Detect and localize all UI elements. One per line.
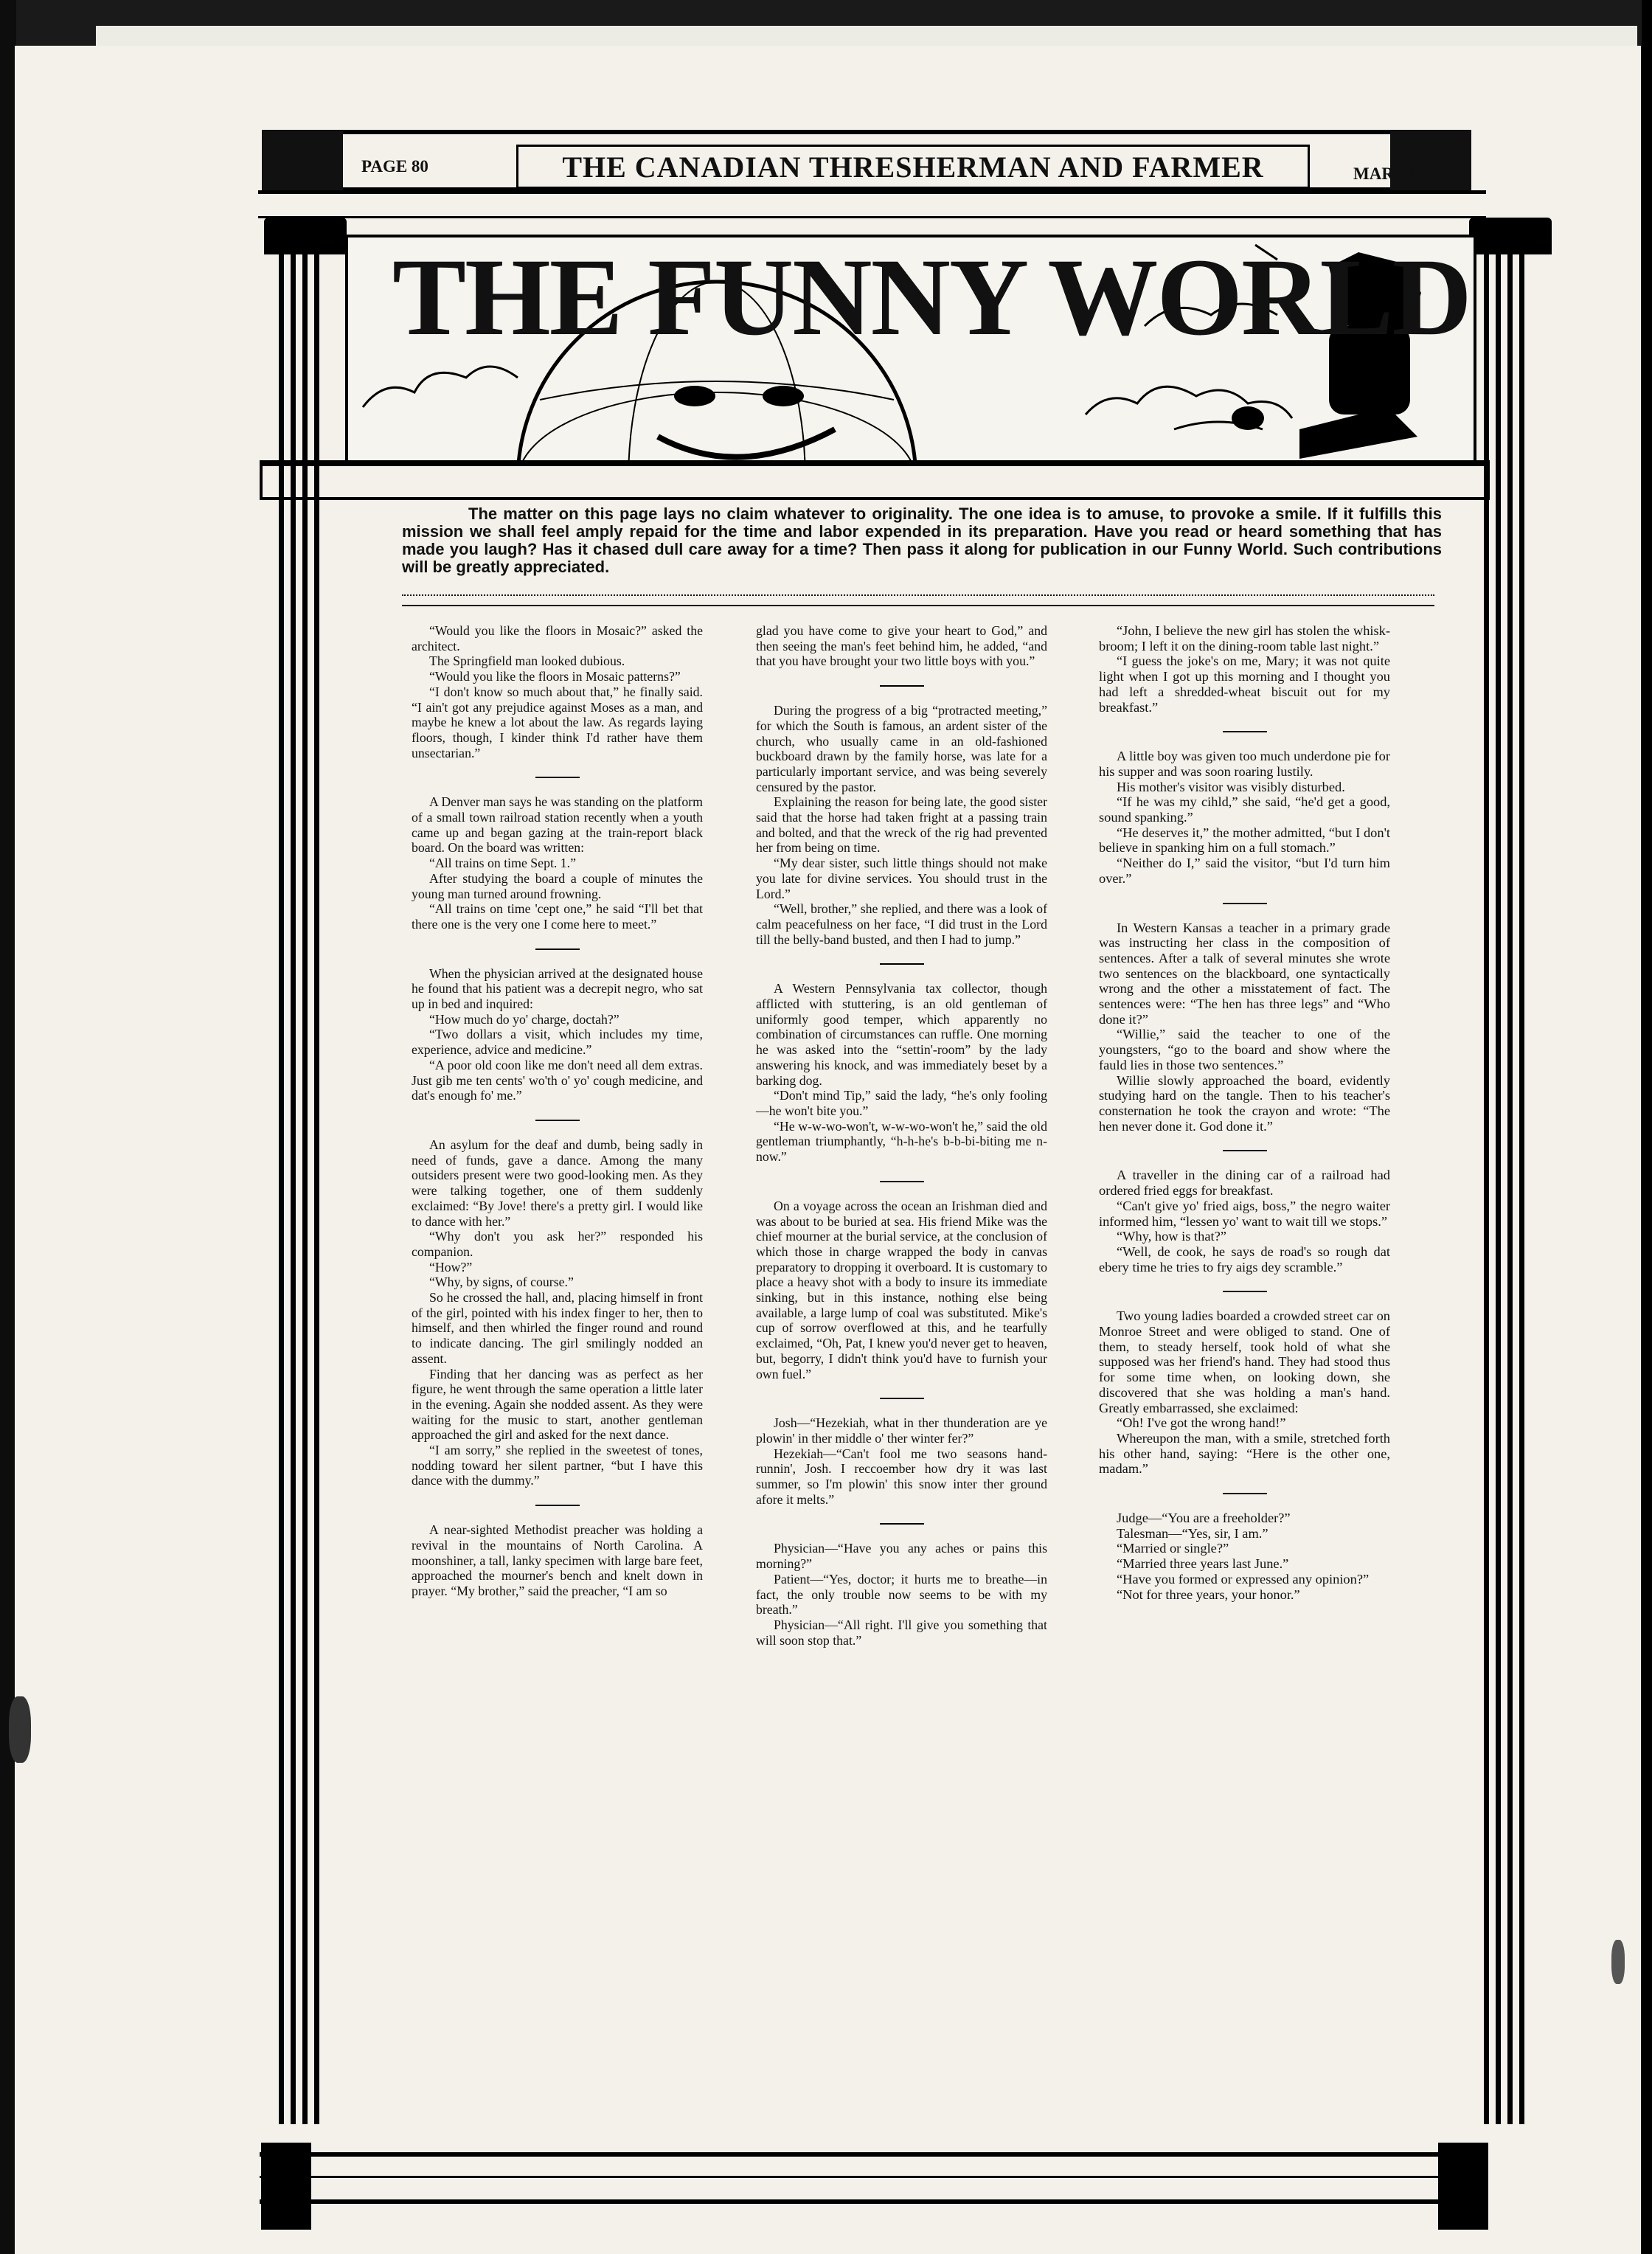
pillar-left bbox=[279, 243, 330, 2124]
paragraph: “All trains on time Sept. 1.” bbox=[429, 856, 577, 871]
paragraph: “Would you like the floors in Mosaic?” asked the architect. bbox=[412, 623, 703, 653]
paragraph: “Can't give yo' fried aigs, boss,” the negro waiter informed him, “lessen yo' want to wait till we stops.” bbox=[1099, 1198, 1390, 1229]
separator-rule bbox=[880, 1523, 924, 1525]
paragraph: Patient—“Yes, doctor; it hurts me to breathe—in fact, the only trouble now seems to be with my breath.” bbox=[756, 1571, 1047, 1617]
separator-rule bbox=[535, 777, 580, 778]
paragraph: “Why don't you ask her?” responded his companion. bbox=[412, 1229, 703, 1259]
joke-burial-at-sea bbox=[756, 1199, 1047, 1381]
paragraph: “I guess the joke's on me, Mary; it was not quite light when I got up this morning and I thought you had left a shredded-wheat biscuit out for my breakfast.” bbox=[1099, 653, 1390, 715]
paragraph: In Western Kansas a teacher in a primary grade was instructing her class in the composition of sentences. After a talk of several minutes she wrote two sentences on the blackboard, one syntactically wrong and the other a misstatement of fact. The sentences were: “The hen has three legs” and “Who done it?” bbox=[1099, 920, 1390, 1027]
paragraph: “Oh! I've got the wrong hand!” bbox=[1117, 1415, 1286, 1431]
separator-rule bbox=[535, 1505, 580, 1506]
paragraph: “Don't mind Tip,” said the lady, “he's only fooling—he won't bite you.” bbox=[756, 1088, 1047, 1118]
paragraph: “I don't know so much about that,” he finally said. “I ain't got any prejudice against Moses as a man, and maybe he knew a lot about the law. As regards laying floors, though, I kinder think I'd rather have them unsectarian.” bbox=[412, 684, 703, 760]
paragraph: “All trains on time 'cept one,” he said “I'll bet that there one is the very one I come here to meet.” bbox=[412, 901, 703, 932]
joke-preacher-continued bbox=[756, 623, 1047, 669]
paragraph: “If he was my cihld,” she said, “he'd get a good, sound spanking.” bbox=[1099, 794, 1390, 825]
paragraph: The Springfield man looked dubious. bbox=[429, 653, 625, 669]
paragraph: A Western Pennsylvania tax collector, though afflicted with stuttering, is an old gentleman of uniformly good temper, which apparently no combination of circumstances can ruffle. One morning he was asked into the “settin'-room” by the lady answering his knock, and was immediately beset by a barking dog. bbox=[756, 981, 1047, 1088]
paragraph: Judge—“You are a freeholder?” bbox=[1117, 1511, 1291, 1526]
paragraph: Physician—“All right. I'll give you something that will soon stop that.” bbox=[756, 1617, 1047, 1648]
joke-physician-breath bbox=[756, 1541, 1047, 1648]
paragraph: A little boy was given too much underdone pie for his supper and was soon roaring lustily. bbox=[1099, 749, 1390, 779]
paragraph: After studying the board a couple of minutes the young man turned around frowning. bbox=[412, 870, 703, 901]
paragraph: “I am sorry,” she replied in the sweetest of tones, nodding toward her silent partner, “but I have this dance with the dummy.” bbox=[412, 1443, 703, 1488]
paragraph: “Two dollars a visit, which includes my time, experience, advice and medicine.” bbox=[412, 1027, 703, 1058]
separator-rule bbox=[1223, 1493, 1267, 1494]
joke-hezekiah-plowing bbox=[756, 1415, 1047, 1507]
separator-rule bbox=[535, 1120, 580, 1121]
paragraph: “How much do yo' charge, doctah?” bbox=[429, 1011, 620, 1027]
paragraph: An asylum for the deaf and dumb, being sadly in need of funds, gave a dance. Among the many outsiders present were two good-looking men. As they were talking together, one of them suddenly exclaimed: “By Jove! there's a pretty girl. I would like to dance with her.” bbox=[412, 1137, 703, 1229]
paragraph: “He deserves it,” the mother admitted, “but I don't believe in spanking him on a full stomach.” bbox=[1099, 825, 1390, 856]
paragraph: During the progress of a big “protracted meeting,” for which the South is famous, an ardent sister of the church, who usually came in an old-fashioned buckboard drawn by the family horse, was late for a particularly important service, and was being severely censured by the pastor. bbox=[756, 703, 1047, 794]
separator-rule bbox=[1223, 1150, 1267, 1151]
joke-whisk-broom bbox=[1099, 623, 1390, 715]
banner-title: THE FUNNY WORLD bbox=[392, 236, 1471, 358]
bottom-border-rule bbox=[260, 2176, 1485, 2178]
paragraph: “A poor old coon like me don't need all dem extras. Just gib me ten cents' wo'th o' yo' cough medicine, and dat's enough fo' me.” bbox=[412, 1057, 703, 1103]
paragraph: “My dear sister, such little things should not make you late for divine services. You should trust in the Lord.” bbox=[756, 856, 1047, 901]
separator-rule bbox=[1223, 903, 1267, 904]
joke-denver-train bbox=[412, 794, 703, 932]
margin-ink-blot bbox=[9, 1696, 31, 1763]
paragraph: glad you have come to give your heart to God,” and then seeing the man's feet behind him, he added, “and that you have brought your two little boys with you.” bbox=[756, 623, 1047, 669]
paragraph: So he crossed the hall, and, placing himself in front of the girl, pointed with his index finger to her, then to himself, and then whirled the finger round and round to indicate dancing. The girl smilingly nodded an assent. bbox=[412, 1290, 703, 1366]
text-column-2 bbox=[756, 623, 1047, 1648]
paragraph: “Why, by signs, of course.” bbox=[429, 1275, 574, 1290]
pillar-base-right bbox=[1438, 2143, 1488, 2230]
joke-physician bbox=[412, 966, 703, 1103]
paragraph: “Why, how is that?” bbox=[1117, 1229, 1226, 1244]
page-number: PAGE 80 bbox=[361, 157, 428, 176]
issue-date: MAR. '10 bbox=[1353, 164, 1424, 183]
bottom-border-rule bbox=[260, 2152, 1485, 2157]
paragraph: “Willie,” said the teacher to one of the youngsters, “go to the board and show where the fauld lies in those two sentences.” bbox=[1099, 1027, 1390, 1072]
dotted-rule bbox=[402, 594, 1434, 606]
bottom-border-rule bbox=[260, 2199, 1485, 2204]
paragraph: On a voyage across the ocean an Irishman died and was about to be buried at sea. His friend Mike was the chief mourner at the burial service, at the conclusion of which those in charge wrapped the body in canvas preparatory to dropping it overboard. It is customary to place a heavy shot with a body to insure its immediate sinking, but in this instance, nothing else being available, a large lump of coal was substituted. Mike's cup of sorrow overflowed at this, and he tearfully exclaimed, “Oh, Pat, I knew you'd never get to heaven, but, begorry, I didn't think you'd have to furnish your own fuel.” bbox=[756, 1198, 1047, 1381]
separator-rule bbox=[1223, 1291, 1267, 1292]
text-column-3 bbox=[1099, 623, 1390, 1602]
pillar-base-left bbox=[261, 2143, 311, 2230]
paragraph: Josh—“Hezekiah, what in ther thunderation are ye plowin' in ther middle o' ther winter fer?” bbox=[756, 1415, 1047, 1446]
scan-left-edge bbox=[0, 0, 16, 2254]
paragraph: “Well, brother,” she replied, and there was a look of calm peacefulness on her face, “I did trust in the Lord till the belly-band busted, and then I had to jump.” bbox=[756, 901, 1047, 947]
separator-rule bbox=[880, 1398, 924, 1399]
paragraph: Whereupon the man, with a smile, stretched forth his other hand, saying: “Here is the other one, madam.” bbox=[1099, 1430, 1390, 1477]
joke-judge-talesman bbox=[1099, 1511, 1390, 1602]
paragraph: “He w-w-wo-won't, w-w-wo-won't he,” said the old gentleman triumphantly, “h-h-he's b-b-bi-biting me n-now.” bbox=[756, 1118, 1047, 1165]
scan-right-edge bbox=[1642, 0, 1652, 2254]
joke-asylum-dance bbox=[412, 1137, 703, 1488]
paragraph: “Married three years last June.” bbox=[1117, 1556, 1289, 1572]
paragraph: “How?” bbox=[429, 1259, 473, 1275]
paragraph: When the physician arrived at the designated house he found that his patient was a decrepit negro, who sat up in bed and inquired: bbox=[412, 965, 703, 1012]
paragraph: A Denver man says he was standing on the platform of a small town railroad station recently when a youth came up and began gazing at the train-report black board. On the board was written: bbox=[412, 794, 703, 856]
funny-world-illustration bbox=[345, 235, 1476, 465]
separator-rule bbox=[1223, 731, 1267, 732]
separator-rule bbox=[880, 963, 924, 965]
paragraph: His mother's visitor was visibly disturbed. bbox=[1117, 779, 1345, 794]
joke-methodist-preacher bbox=[412, 1522, 703, 1599]
margin-ink-blot bbox=[1611, 1940, 1625, 1984]
banner-base bbox=[260, 460, 1490, 500]
paragraph: Physician—“Have you any aches or pains this morning?” bbox=[756, 1541, 1047, 1572]
paragraph: Two young ladies boarded a crowded street car on Monroe Street and were obliged to stand. One of them, to steady herself, took hold of what she supposed was her friend's hand. They had stood thus for some time when, on looking down, she discovered that she was holding a man's hand. Greatly embarrassed, she exclaimed: bbox=[1099, 1308, 1390, 1415]
paragraph: Explaining the reason for being late, the good sister said that the horse had taken fright at a passing train and bolted, and that the wreck of the rig had prevented her from being on time. bbox=[756, 794, 1047, 856]
paragraph: Talesman—“Yes, sir, I am.” bbox=[1117, 1525, 1268, 1541]
intro-paragraph: The matter on this page lays no claim whatever to originality. The one idea is to amuse, to provoke a smile. If it fulfills this mission we shall feel amply repaid for the time and labor expended in its preparation. Have you read or heard something that has made you laugh? Has it chased dull care away for a time? Then pass it along for publication in our Funny World. Such contributions will be greatly appreciated. bbox=[402, 504, 1442, 576]
paragraph: “Would you like the floors in Mosaic patterns?” bbox=[429, 669, 681, 684]
joke-underdone-pie bbox=[1099, 749, 1390, 886]
separator-rule bbox=[535, 949, 580, 950]
joke-protracted-meeting bbox=[756, 703, 1047, 947]
paragraph: Willie slowly approached the board, evidently studying hard on the tangle. Then to his teacher's consternation he took the crayon and wrote: “The hen never done it. God done it.” bbox=[1099, 1072, 1390, 1134]
masthead-ornament-left bbox=[262, 130, 343, 192]
paragraph: Finding that her dancing was as perfect as her figure, he went through the same operation a little later in the evening. Again she nodded assent. As they were waiting for the music to start, another gentleman approached the girl and asked for the next dance. bbox=[412, 1366, 703, 1443]
paragraph: “Well, de cook, he says de road's so rough dat ebery time he tries to fry aigs dey scramble.” bbox=[1099, 1244, 1390, 1275]
joke-tax-collector bbox=[756, 981, 1047, 1164]
banner-cornice bbox=[258, 190, 1486, 218]
paragraph: A near-sighted Methodist preacher was holding a revival in the mountains of North Carolina. A moonshiner, a tall, lanky specimen with large bare feet, approached the mourner's bench and knelt down in prayer. “My brother,” said the preacher, “I am so bbox=[412, 1522, 703, 1598]
paragraph: Hezekiah—“Can't fool me two seasons hand-runnin', Josh. I reccoember how dry it was last summer, so I'm plowin' this snow inter ther ground afore it melts.” bbox=[756, 1446, 1047, 1507]
separator-rule bbox=[880, 685, 924, 687]
joke-dining-car bbox=[1099, 1168, 1390, 1275]
paragraph: A traveller in the dining car of a railroad had ordered fried eggs for breakfast. bbox=[1099, 1168, 1390, 1199]
paragraph: “Married or single?” bbox=[1117, 1541, 1229, 1556]
magazine-title: THE CANADIAN THRESHERMAN AND FARMER bbox=[516, 145, 1310, 189]
pillar-right bbox=[1484, 243, 1535, 2124]
paragraph: “Not for three years, your honor.” bbox=[1117, 1587, 1300, 1602]
paragraph: “John, I believe the new girl has stolen the whisk-broom; I left it on the dining-room table last night.” bbox=[1099, 623, 1390, 653]
joke-mosaic-floors bbox=[412, 623, 703, 760]
text-column-1 bbox=[412, 623, 703, 1599]
joke-street-car bbox=[1099, 1308, 1390, 1477]
joke-kansas-teacher bbox=[1099, 920, 1390, 1134]
separator-rule bbox=[880, 1181, 924, 1182]
paragraph: “Neither do I,” said the visitor, “but I'd turn him over.” bbox=[1099, 856, 1390, 886]
paragraph: “Have you formed or expressed any opinion?” bbox=[1117, 1571, 1370, 1587]
